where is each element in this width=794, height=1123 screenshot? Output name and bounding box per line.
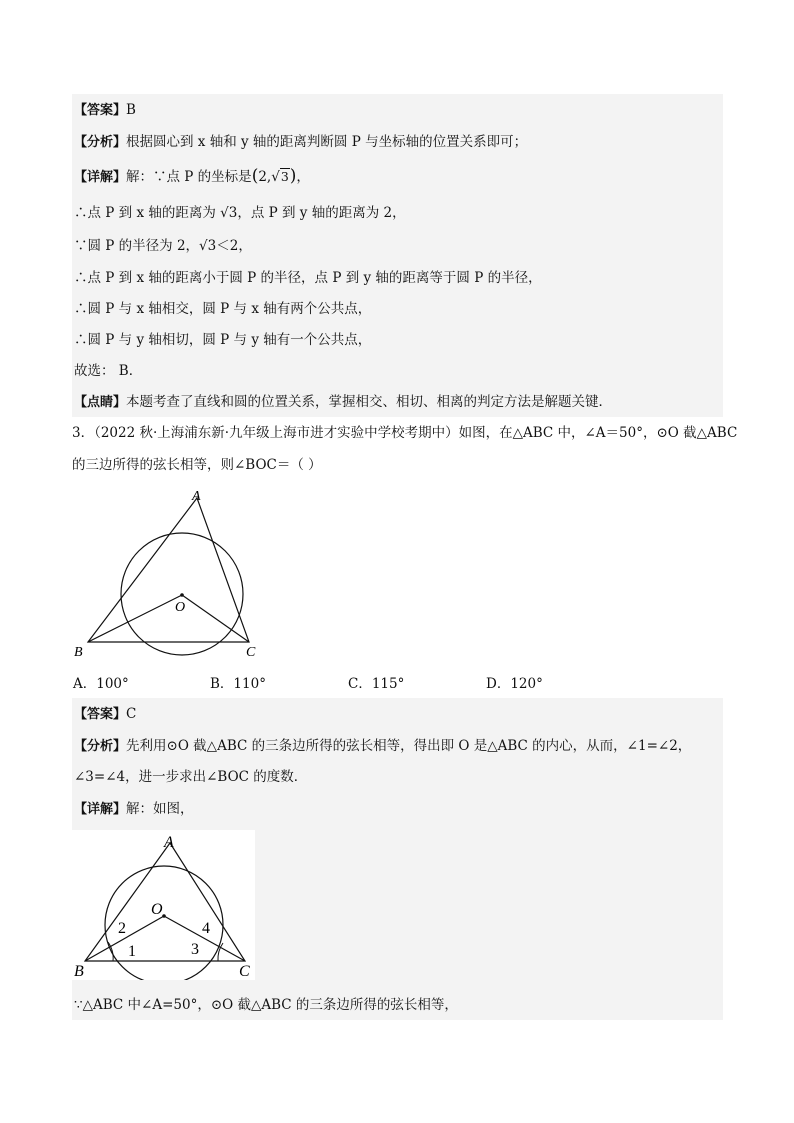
label-c: C (246, 645, 256, 660)
comment-text: 本题考查了直线和圆的位置关系，掌握相交、相切、相离的判定方法是解题关键． (126, 394, 613, 410)
label-a: A (192, 489, 201, 504)
label-a: A (164, 834, 174, 851)
analysis-text: 根据圆心到 x 轴和 y 轴的距离判断圆 P 与坐标轴的位置关系即可； (126, 134, 528, 150)
q3-analysis-line1 (72, 731, 723, 761)
detail-tag: 【详解】 (74, 802, 127, 817)
q3-stem-line1: 3．（2022 秋·上海浦东新·九年级上海市进才实验中学校考期中）如图，在△ABC 中，∠A＝50°，⊙O 截△ABC (72, 425, 738, 441)
answer-value: B (126, 102, 136, 118)
option-a: A．100° (73, 676, 129, 692)
coordinate-expression: (2,√3) (251, 166, 297, 186)
q2-choose: 故选： B． (74, 363, 143, 379)
angle-label-4: 4 (202, 920, 210, 937)
comment-tag: 【点睛】 (74, 395, 127, 410)
q2-step4: ∴圆 P 与 x 轴相交，圆 P 与 x 轴有两个公共点， (74, 301, 372, 317)
label-o: O (175, 600, 186, 615)
q2-step1: ∴点 P 到 x 轴的距离为 √3，点 P 到 y 轴的距离为 2， (74, 205, 406, 221)
answer-tag: 【答案】 (74, 103, 127, 118)
center-point (180, 593, 184, 597)
q3-last-line: ∵△ABC 中∠A=50°，⊙O 截△ABC 的三条边所得的弦长相等， (74, 997, 458, 1013)
segment-oc (182, 595, 249, 642)
center-point (162, 914, 166, 918)
q3-detail (72, 794, 723, 824)
label-b: B (74, 963, 84, 980)
answer-value: C (126, 706, 137, 722)
option-c: C．115° (348, 676, 405, 692)
detail-lead: 解：∵点 P 的坐标是 (126, 169, 252, 185)
q2-answer (72, 95, 723, 125)
detail-tag: 【详解】 (74, 170, 127, 185)
q2-step3: ∴点 P 到 x 轴的距离小于圆 P 的半径，点 P 到 y 轴的距离等于圆 P 的半径， (74, 270, 542, 286)
answer-tag: 【答案】 (74, 707, 127, 722)
angle-label-1: 1 (128, 943, 136, 960)
q2-detail: 【详解】解：∵点 P 的坐标是(2,√3)， (74, 166, 310, 186)
label-c: C (239, 963, 250, 980)
analysis-tag: 【分析】 (74, 739, 127, 754)
triangle-circle-figure (72, 484, 272, 664)
q3-analysis-line2: ∠3=∠4，进一步求出∠BOC 的度数． (74, 769, 308, 785)
option-d: D．120° (486, 676, 543, 692)
label-o: O (151, 901, 163, 918)
q2-analysis (72, 127, 723, 157)
q3-answer (72, 699, 723, 729)
q3-stem-line2: 的三边所得的弦长相等，则∠BOC＝（ ） (72, 457, 322, 473)
angle-label-2: 2 (118, 920, 126, 937)
q2-comment (72, 387, 723, 417)
triangle-abc (88, 498, 249, 642)
analysis-text: 先利用⊙O 截△ABC 的三条边所得的弦长相等，得出即 O 是△ABC 的内心，从而，∠1=∠2， (126, 738, 692, 754)
labeled-angles-figure (72, 830, 255, 980)
angle-label-3: 3 (191, 941, 199, 958)
q2-step2: ∵圆 P 的半径为 2，√3＜2， (74, 238, 252, 254)
analysis-tag: 【分析】 (74, 135, 127, 150)
label-b: B (74, 645, 83, 660)
segment-ob (88, 595, 182, 642)
q2-step5: ∴圆 P 与 y 轴相切，圆 P 与 y 轴有一个公共点， (74, 332, 372, 348)
option-b: B．110° (210, 676, 266, 692)
detail-lead: 解：如图， (126, 801, 194, 817)
